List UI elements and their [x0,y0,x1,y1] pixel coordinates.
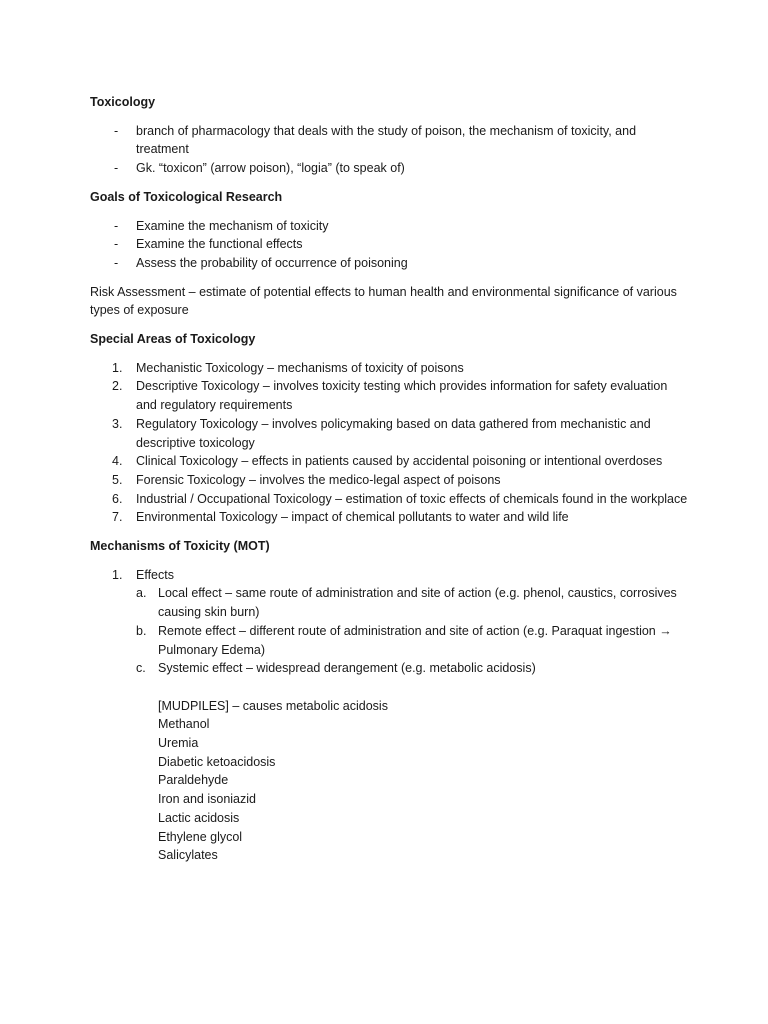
document-content [90,93,690,865]
list-marker: - [114,255,119,270]
list-item-text: Examine the mechanism of toxicity [136,218,329,233]
list-number: 5. [112,472,123,487]
sub-list-item-text: Local effect – same route of administration and site of action (e.g. phenol, caustics, corrosives causing skin burn) [158,586,677,620]
sub-list-item-text: Remote effect – different route of administration and site of action (e.g. Paraquat ingestion → Pulmonary Edema) [158,623,672,657]
sub-list-letter: b. [136,623,147,638]
list-number: 1. [112,567,123,582]
list-item-text: Mechanistic Toxicology – mechanisms of toxicity of poisons [136,360,464,375]
risk-assessment-paragraph: Risk Assessment – estimate of potential effects to human health and environmental significance of various types of exposure [90,284,677,318]
list-item [90,566,690,585]
section-heading-goals: Goals of Toxicological Research [90,189,283,204]
mudpiles-line: Uremia [158,736,199,751]
list-item-text: branch of pharmacology that deals with the study of poison, the mechanism of toxicity, and treatment [136,123,637,157]
list-number: 2. [112,379,123,394]
list-item-text: Industrial / Occupational Toxicology – estimation of toxic effects of chemicals found in the workplace [136,491,688,506]
section-heading-special-areas: Special Areas of Toxicology [90,332,256,347]
list-item [90,490,690,509]
sub-list-item [90,659,690,678]
mudpiles-line: Paraldehyde [158,773,229,788]
list-item [90,122,690,159]
list-item-text: Regulatory Toxicology – involves policymaking based on data gathered from mechanistic and descriptive toxicology [136,416,651,450]
list-item [90,452,690,471]
list-item [90,377,690,414]
mudpiles-line: Salicylates [158,848,218,863]
sub-list-item [90,622,690,659]
list-marker: - [114,123,119,138]
list-marker: - [114,237,119,252]
list-item-text: Examine the functional effects [136,237,303,252]
list-item-text: Descriptive Toxicology – involves toxicity testing which provides information for safety evaluation and regulatory requirements [136,379,668,413]
sub-list-item-text: Systemic effect – widespread derangement (e.g. metabolic acidosis) [158,661,536,676]
list-item-text: Forensic Toxicology – involves the medico-legal aspect of poisons [136,472,501,487]
section-heading-mechanisms: Mechanisms of Toxicity (MOT) [90,539,270,554]
sub-list-letter: c. [136,661,146,676]
list-item-text: Clinical Toxicology – effects in patients caused by accidental poisoning or intentional overdoses [136,454,663,469]
list-marker: - [114,218,119,233]
mudpiles-title: [MUDPILES] – causes metabolic acidosis [158,698,388,713]
list-item-text: Environmental Toxicology – impact of chemical pollutants to water and wild life [136,510,569,525]
mudpiles-line: Diabetic ketoacidosis [158,754,276,769]
list-item [90,159,690,178]
list-number: 1. [112,360,123,375]
sub-list-letter: a. [136,586,147,601]
list-number: 7. [112,510,123,525]
list-item [90,254,690,273]
list-item-text: Gk. “toxicon” (arrow poison), “logia” (to speak of) [136,161,405,176]
list-item [90,217,690,236]
mudpiles-line: Iron and isoniazid [158,792,256,807]
list-item [90,235,690,254]
mudpiles-line: Methanol [158,717,210,732]
list-item-text: Assess the probability of occurrence of poisoning [136,255,408,270]
list-item [90,359,690,378]
list-marker: - [114,161,119,176]
list-item [90,471,690,490]
section-heading-toxicology: Toxicology [90,95,156,109]
list-number: 3. [112,416,123,431]
mudpiles-line: Lactic acidosis [158,810,240,825]
list-item-text: Effects [136,567,174,582]
list-item [90,508,690,527]
mudpiles-line: Ethylene glycol [158,829,243,844]
sub-list-item [90,584,690,621]
list-item [90,415,690,452]
list-number: 6. [112,491,123,506]
list-number: 4. [112,454,123,469]
